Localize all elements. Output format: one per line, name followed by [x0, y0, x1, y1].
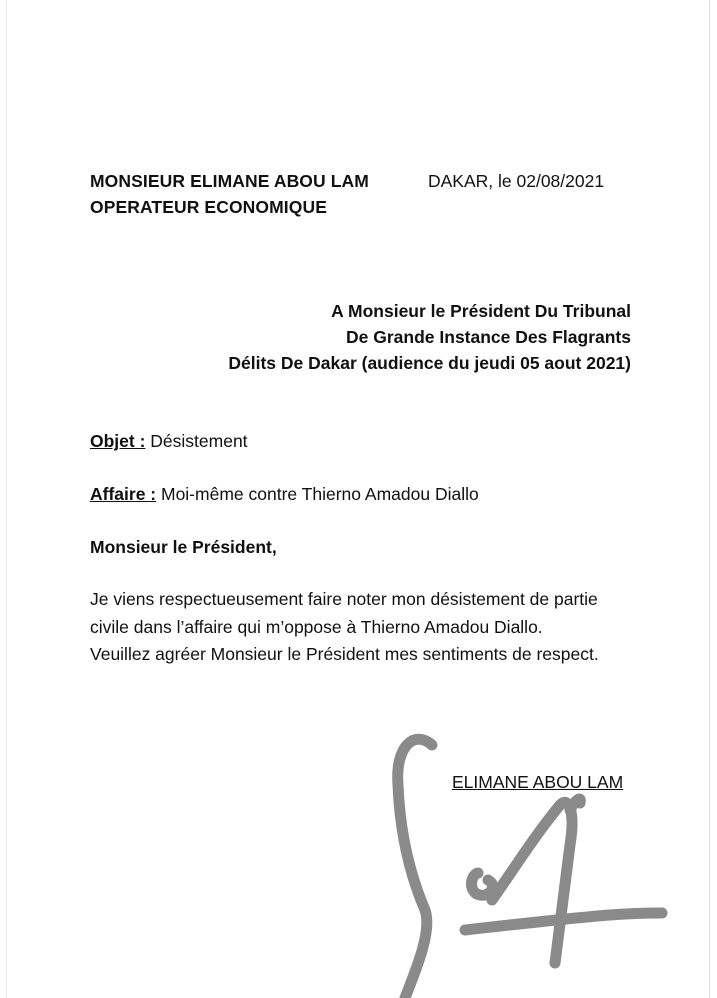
objet-line	[90, 428, 248, 454]
sender-title: OPERATEUR ECONOMIQUE	[90, 197, 327, 217]
recipient-block	[228, 298, 631, 376]
objet-value: Désistement	[145, 431, 248, 451]
body-paragraph-1: Je viens respectueusement faire noter mon désistement de partie civile dans l’affaire qui m’oppose à Thierno Amadou Diallo.	[90, 589, 598, 637]
handwritten-signature	[370, 725, 690, 998]
body-paragraph-2: Veuillez agréer Monsieur le Président mes sentiments de respect.	[90, 644, 599, 664]
affaire-value: Moi-même contre Thierno Amadou Diallo	[156, 484, 479, 504]
signature-stroke-tip	[570, 799, 580, 810]
affaire-label: Affaire :	[90, 484, 157, 504]
signature-stroke-loop	[398, 739, 432, 998]
recipient-line-2: De Grande Instance Des Flagrants	[346, 327, 631, 347]
objet-label: Objet :	[90, 431, 146, 451]
sender-block	[90, 168, 369, 220]
salutation: Monsieur le Président,	[90, 537, 277, 557]
letter-body	[90, 586, 630, 669]
recipient-line-3: Délits De Dakar (audience du jeudi 05 aout 2021)	[228, 353, 631, 373]
letter-date: DAKAR, le 02/08/2021	[428, 171, 605, 191]
affaire-line	[90, 481, 479, 507]
recipient-line-1: A Monsieur le Président Du Tribunal	[331, 301, 631, 321]
signature-name: ELIMANE ABOU LAM	[452, 772, 624, 792]
signature-stroke-mark	[472, 873, 493, 895]
signature-stroke-a	[492, 802, 572, 963]
sender-name: MONSIEUR ELIMANE ABOU LAM	[90, 171, 369, 191]
